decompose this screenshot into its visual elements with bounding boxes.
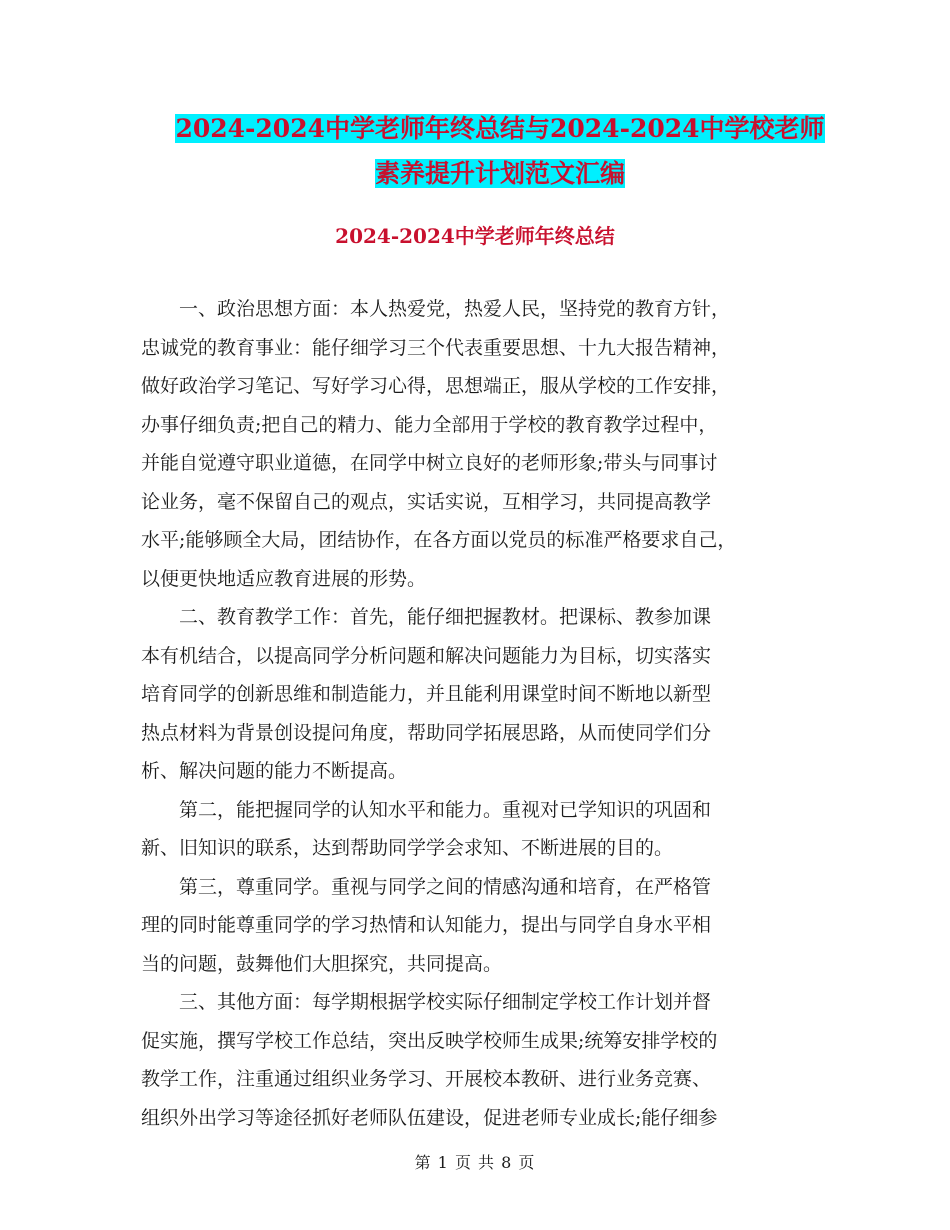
paragraph-third [141, 868, 821, 984]
title-highlight-1: 2024-2024中学老师年终总结与2024-2024中学校老师 [175, 114, 825, 143]
paragraph-line: 一、政治思想方面：本人热爱党，热爱人民，坚持党的教育方针， [179, 298, 731, 320]
paragraph-line: 办事仔细负责;把自己的精力、能力全部用于学校的教育教学过程中， [141, 413, 718, 436]
paragraph-line: 第三，尊重同学。重视与同学之间的情感沟通和培育，在严格管 [179, 875, 712, 898]
paragraph-line: 忠诚党的教育事业：能仔细学习三个代表重要思想、十九大报告精神， [141, 336, 731, 359]
paragraph-line: 并能自觉遵守职业道德，在同学中树立良好的老师形象;带头与同事讨 [141, 452, 718, 474]
page-footer: 第 1 页 共 8 页 [414, 1153, 536, 1172]
paragraph-line: 组织外出学习等途径抓好老师队伍建设，促进老师专业成长;能仔细参 [141, 1106, 718, 1129]
paragraph-teaching [141, 598, 821, 791]
paragraph-other [141, 983, 821, 1137]
paragraph-line: 水平;能够顾全大局，团结协作，在各方面以党员的标准严格要求自己， [141, 529, 737, 551]
paragraph-line: 热点材料为背景创设提问角度，帮助同学拓展思路，从而使同学们分 [141, 721, 712, 744]
paragraph-line: 新、旧知识的联系，达到帮助同学学会求知、不断进展的目的。 [141, 837, 674, 859]
document-title-line-1 [120, 106, 880, 152]
paragraph-line: 理的同时能尊重同学的学习热情和认知能力，提出与同学自身水平相 [141, 914, 712, 936]
title-highlight-2: 素养提升计划范文汇编 [374, 159, 625, 188]
paragraph-line: 当的问题，鼓舞他们大胆探究，共同提高。 [141, 952, 503, 975]
paragraph-line: 做好政治学习笔记、写好学习心得，思想端正，服从学校的工作安排， [141, 375, 731, 397]
section-title: 2024-2024中学老师年终总结 [335, 224, 615, 248]
paragraph-line: 论业务，毫不保留自己的观点，实话实说，互相学习，共同提高教学 [141, 490, 712, 513]
paragraph-line: 析、解决问题的能力不断提高。 [141, 760, 408, 782]
paragraph-line: 三、其他方面：每学期根据学校实际仔细制定学校工作计划并督 [179, 991, 712, 1013]
paragraph-line: 第二，能把握同学的认知水平和能力。重视对已学知识的巩固和 [179, 798, 712, 821]
paragraph-line: 教学工作，注重通过组织业务学习、开展校本教研、进行业务竞赛、 [141, 1068, 712, 1090]
paragraph-line: 培育同学的创新思维和制造能力，并且能利用课堂时间不断地以新型 [141, 683, 712, 705]
document-body [141, 290, 821, 1137]
paragraph-line: 二、教育教学工作：首先，能仔细把握教材。把课标、教参加课 [179, 606, 712, 628]
paragraph-line: 促实施，撰写学校工作总结，突出反映学校师生成果;统筹安排学校的 [141, 1029, 718, 1052]
paragraph-second [141, 791, 821, 868]
paragraph-line: 本有机结合，以提高同学分析问题和解决问题能力为目标，切实落实 [141, 644, 712, 667]
paragraph-politics [141, 290, 821, 598]
document-title-line-2 [120, 151, 880, 197]
paragraph-line: 以便更快地适应教育进展的形势。 [141, 567, 427, 590]
